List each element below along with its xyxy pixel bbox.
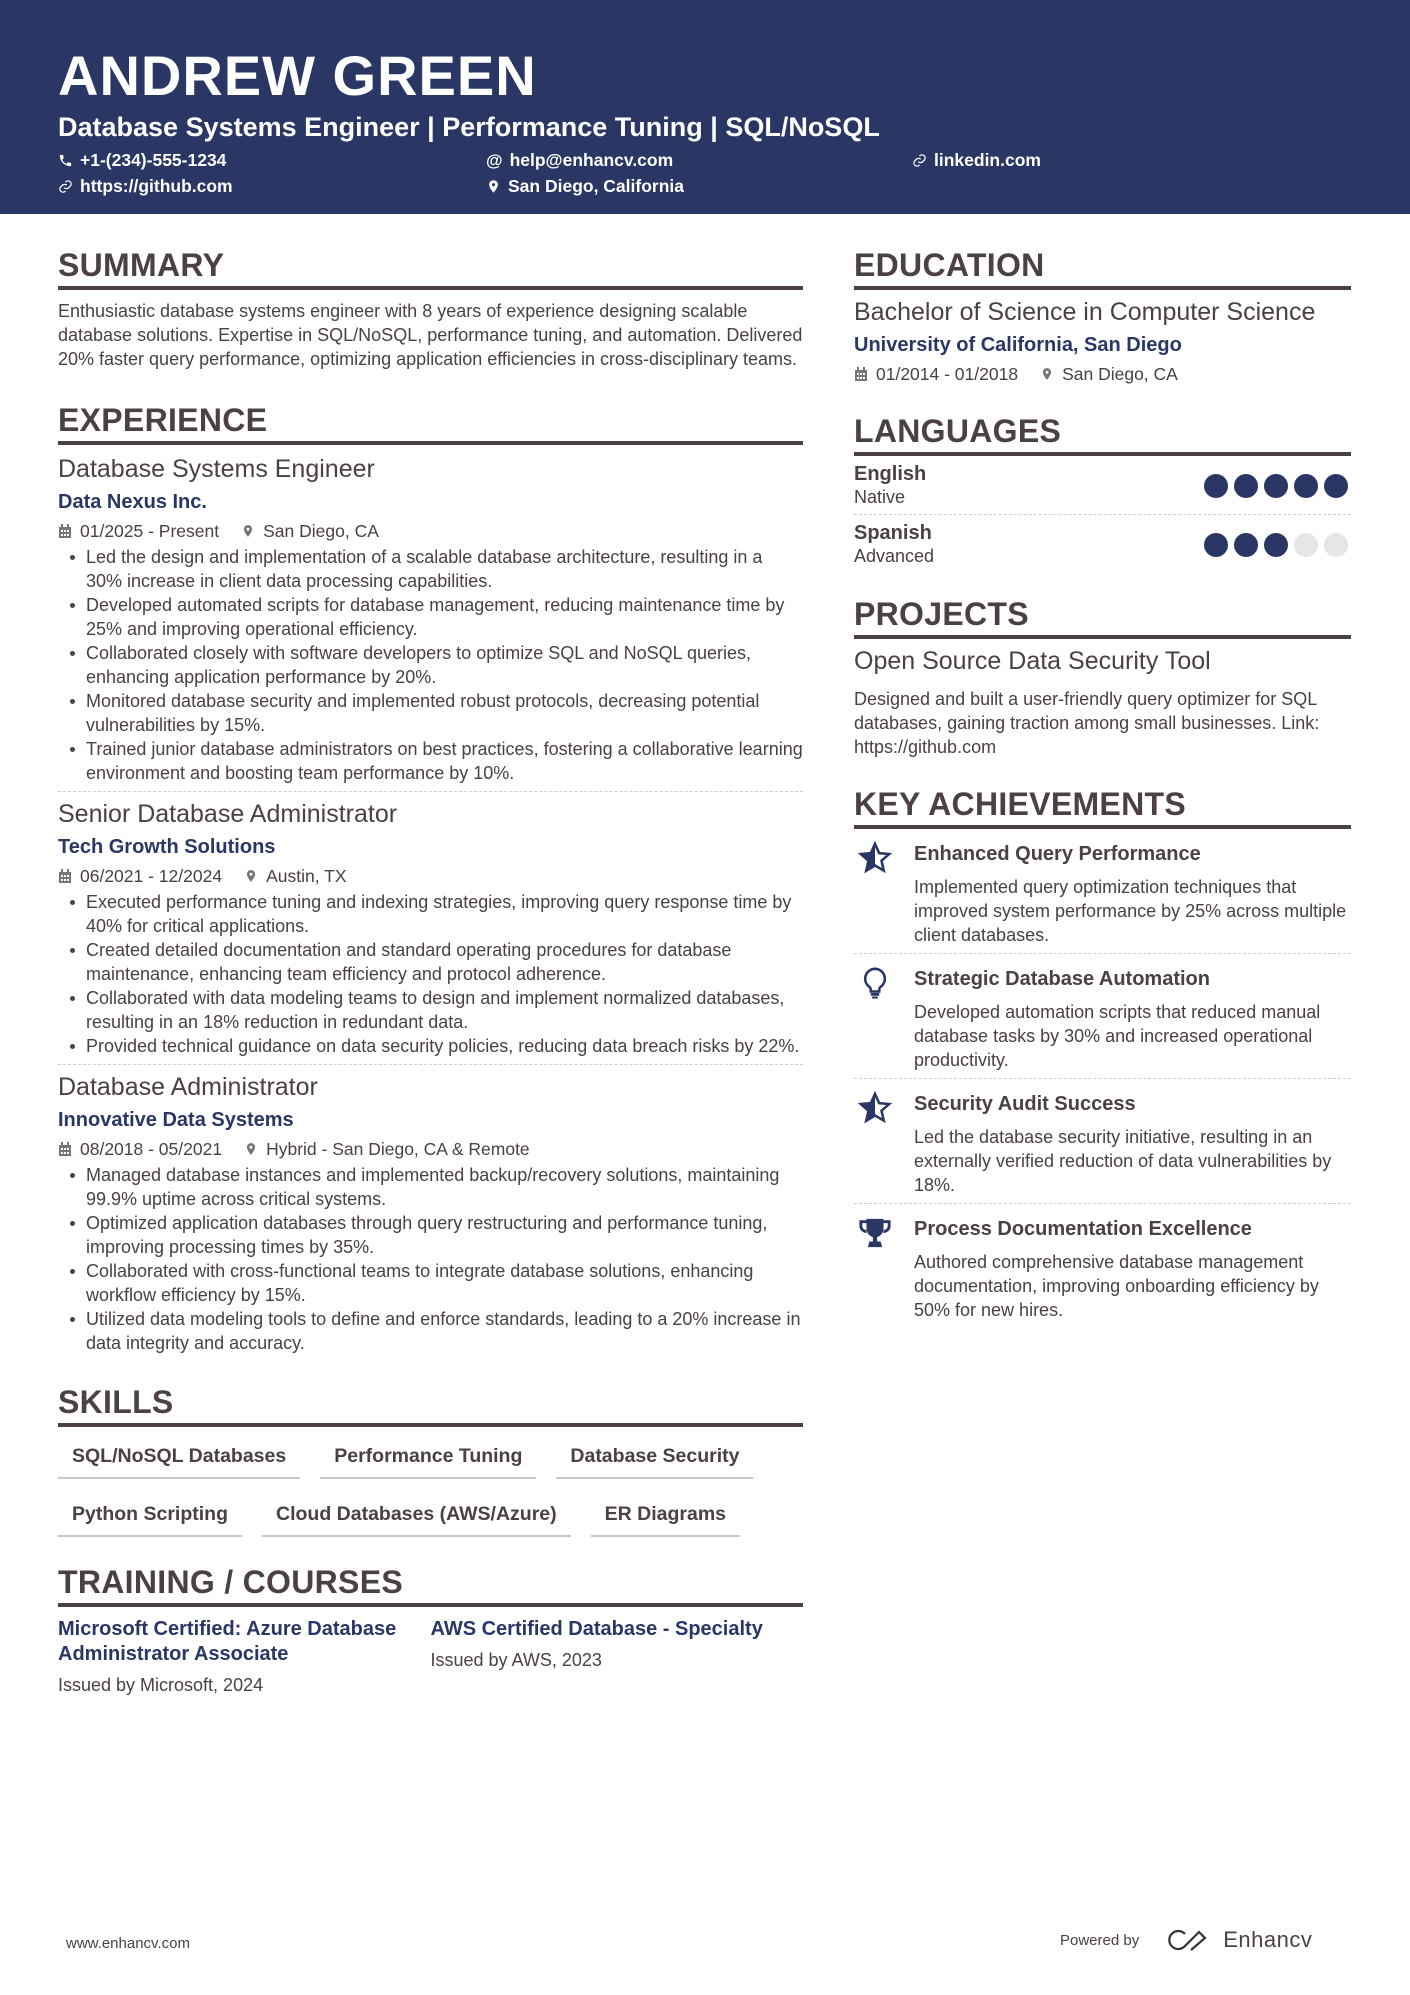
location-pin-icon [1040,366,1054,382]
bullet-item: Collaborated with cross-functional teams to integrate database solutions, enhancing workflow efficiency by 15%. [58,1259,803,1307]
rating-dot-filled [1204,474,1228,498]
bullet-item: Collaborated with data modeling teams to design and implement normalized databases, resulting in an 18% reduction in redundant data. [58,986,803,1034]
location-pin-icon [486,179,501,194]
rating-dot-filled [1234,474,1258,498]
bullet-item: Executed performance tuning and indexing strategies, improving query response time by 40% for critical applications. [58,890,803,938]
right-column [854,246,1351,1328]
job-entry [58,1065,803,1355]
achievement-title: Security Audit Success [914,1093,1136,1115]
job-meta [58,864,803,888]
bullet-item: Trained junior database administrators on best practices, fostering a collaborative learning environment and boosting team performance by 10%. [58,737,803,785]
section-divider [854,286,1351,290]
job-location: Austin, TX [266,866,347,886]
achievements-section [854,785,1351,1328]
enhancv-logo[interactable] [1163,1927,1312,1953]
achievement-entry [854,954,1351,1078]
job-bullets [58,890,803,1058]
section-divider [58,1603,803,1607]
languages-section [854,412,1351,573]
degree-title: Bachelor of Science in Computer Science [854,298,1316,326]
bullet-item: Created detailed documentation and standard operating procedures for database maintenance, enhancing team efficiency and protocol adherence. [58,938,803,986]
link-icon [912,153,927,168]
candidate-name: ANDREW GREEN [58,44,537,107]
projects-section [854,595,1351,759]
course-entry [431,1617,804,1697]
language-rating [1204,474,1348,498]
education-section [854,246,1351,386]
experience-section [58,401,803,1355]
email-text: help@enhancv.com [509,150,674,170]
contact-linkedin[interactable] [912,150,1041,171]
location-pin-icon [241,523,255,539]
calendar-icon [854,366,868,382]
project-description: Designed and built a user-friendly query optimizer for SQL databases, gaining traction among small businesses. Link: https://github.com [854,689,1320,757]
school-name: University of California, San Diego [854,334,1182,356]
section-title: SUMMARY [58,247,225,283]
rating-dot-filled [1264,474,1288,498]
phone-icon [58,153,73,168]
link-icon [58,179,73,194]
bullet-item: Utilized data modeling tools to define and enforce standards, leading to a 20% increase in data integrity and accuracy. [58,1307,803,1355]
summary-text: Enthusiastic database systems engineer with 8 years of experience designing scalable database solutions. Expertise in SQL/NoSQL, performance tuning, and automation. Delivered 20% faster query performance, optimizing application efficiencies in cross-disciplinary teams. [58,301,803,369]
project-title: Open Source Data Security Tool [854,647,1211,675]
location-pin-icon [244,1141,258,1157]
section-title: EDUCATION [854,247,1045,283]
job-title: Database Systems Engineer [58,455,375,483]
section-title: LANGUAGES [854,413,1062,449]
rating-dot-empty [1294,533,1318,557]
courses-list [58,1617,803,1697]
contact-phone[interactable] [58,150,226,171]
language-name: Spanish [854,522,932,544]
skills-section [58,1383,803,1537]
bullet-item: Led the design and implementation of a scalable database architecture, resulting in a 30% increase in client data processing capabilities. [58,545,803,593]
rating-dot-empty [1324,533,1348,557]
achievement-title: Process Documentation Excellence [914,1218,1252,1240]
course-title: AWS Certified Database - Specialty [430,1618,763,1640]
skill-tag: Cloud Databases (AWS/Azure) [262,1497,571,1537]
achievement-description: Authored comprehensive database management documentation, improving onboarding efficiency by 50% for new hires. [914,1252,1319,1320]
rating-dot-filled [1294,474,1318,498]
skills-list [58,1439,803,1537]
section-divider [58,1423,803,1427]
language-entry [854,456,1351,514]
candidate-headline: Database Systems Engineer | Performance Tuning | SQL/NoSQL [58,112,880,142]
bullet-item: Developed automated scripts for database management, reducing maintenance time by 25% and improving operational efficiency. [58,593,803,641]
section-title: KEY ACHIEVEMENTS [854,786,1186,822]
bullet-item: Collaborated closely with software developers to optimize SQL and NoSQL queries, enhancing application performance by 20%. [58,641,803,689]
at-icon: @ [486,150,503,170]
footer-branding [1060,1927,1312,1953]
contact-info [58,150,1410,204]
course-issuer: Issued by Microsoft, 2024 [58,1675,264,1695]
star-icon [858,1091,892,1125]
footer-website[interactable]: www.enhancv.com [66,1935,190,1952]
linkedin-text: linkedin.com [934,150,1041,170]
education-dates: 01/2014 - 01/2018 [876,364,1019,384]
skill-tag: Database Security [556,1439,753,1479]
section-divider [854,635,1351,639]
bullet-item: Optimized application databases through query restructuring and performance tuning, improving processing times by 35%. [58,1211,803,1259]
enhancv-logo-icon [1163,1928,1211,1952]
contact-website[interactable] [58,176,233,197]
skill-tag: SQL/NoSQL Databases [58,1439,300,1479]
achievement-description: Implemented query optimization techniques that improved system performance by 25% across multiple client databases. [914,877,1347,945]
job-meta [58,1137,803,1161]
company-name: Innovative Data Systems [58,1109,294,1131]
skill-tag: Python Scripting [58,1497,242,1537]
rating-dot-filled [1264,533,1288,557]
achievement-description: Led the database security initiative, resulting in an externally verified reduction of data vulnerabilities by 18%. [914,1127,1332,1195]
left-column [58,246,803,1697]
rating-dot-filled [1234,533,1258,557]
achievement-title: Strategic Database Automation [914,968,1210,990]
contact-location [486,176,684,197]
job-location: San Diego, CA [263,521,379,541]
language-level: Advanced [854,546,935,566]
course-issuer: Issued by AWS, 2023 [430,1650,602,1670]
job-entry [58,792,803,1064]
bullet-item: Monitored database security and implemented robust protocols, decreasing potential vulnerabilities by 15%. [58,689,803,737]
phone-text: +1-(234)-555-1234 [80,150,227,170]
company-name: Tech Growth Solutions [58,836,276,858]
job-location: Hybrid - San Diego, CA & Remote [266,1139,530,1159]
contact-email[interactable] [486,150,673,171]
skill-tag: Performance Tuning [320,1439,536,1479]
rating-dot-filled [1324,474,1348,498]
website-text: https://github.com [80,176,233,196]
achievement-entry [854,829,1351,953]
achievement-entry [854,1079,1351,1203]
job-entry [58,445,803,791]
section-divider [58,286,803,290]
job-dates: 01/2025 - Present [80,521,220,541]
language-name: English [854,463,927,485]
lightbulb-icon [858,966,892,1000]
calendar-icon [58,1141,72,1157]
achievement-title: Enhanced Query Performance [914,843,1201,865]
education-location: San Diego, CA [1062,364,1178,384]
achievement-description: Developed automation scripts that reduced manual database tasks by 30% and increased operational productivity. [914,1002,1321,1070]
resume-header [0,0,1410,214]
job-meta [58,519,803,543]
powered-by-label: Powered by [1060,1931,1140,1949]
rating-dot-filled [1204,533,1228,557]
language-level: Native [854,487,906,507]
calendar-icon [58,523,72,539]
section-title: TRAINING / COURSES [58,1564,403,1600]
bullet-item: Provided technical guidance on data security policies, reducing data breach risks by 22%. [58,1034,803,1058]
language-entry [854,515,1351,573]
company-name: Data Nexus Inc. [58,491,207,513]
calendar-icon [58,868,72,884]
star-icon [858,841,892,875]
location-text: San Diego, California [508,176,684,196]
section-title: PROJECTS [854,596,1029,632]
job-title: Senior Database Administrator [58,800,398,828]
language-rating [1204,533,1348,557]
location-pin-icon [244,868,258,884]
section-title: SKILLS [58,1384,174,1420]
job-bullets [58,545,803,785]
section-title: EXPERIENCE [58,402,268,438]
trophy-icon [858,1216,892,1250]
achievement-entry [854,1204,1351,1328]
bullet-item: Managed database instances and implemented backup/recovery solutions, maintaining 99.9% uptime across critical systems. [58,1163,803,1211]
job-title: Database Administrator [58,1073,318,1101]
course-title: Microsoft Certified: Azure Database Administrator Associate [58,1618,397,1665]
course-entry [58,1617,431,1697]
job-bullets [58,1163,803,1355]
job-dates: 06/2021 - 12/2024 [80,866,223,886]
skill-tag: ER Diagrams [591,1497,740,1537]
summary-section [58,246,803,371]
education-meta [854,362,1351,386]
training-section [58,1563,803,1697]
brand-name: Enhancv [1223,1927,1313,1952]
job-dates: 08/2018 - 05/2021 [80,1139,223,1159]
